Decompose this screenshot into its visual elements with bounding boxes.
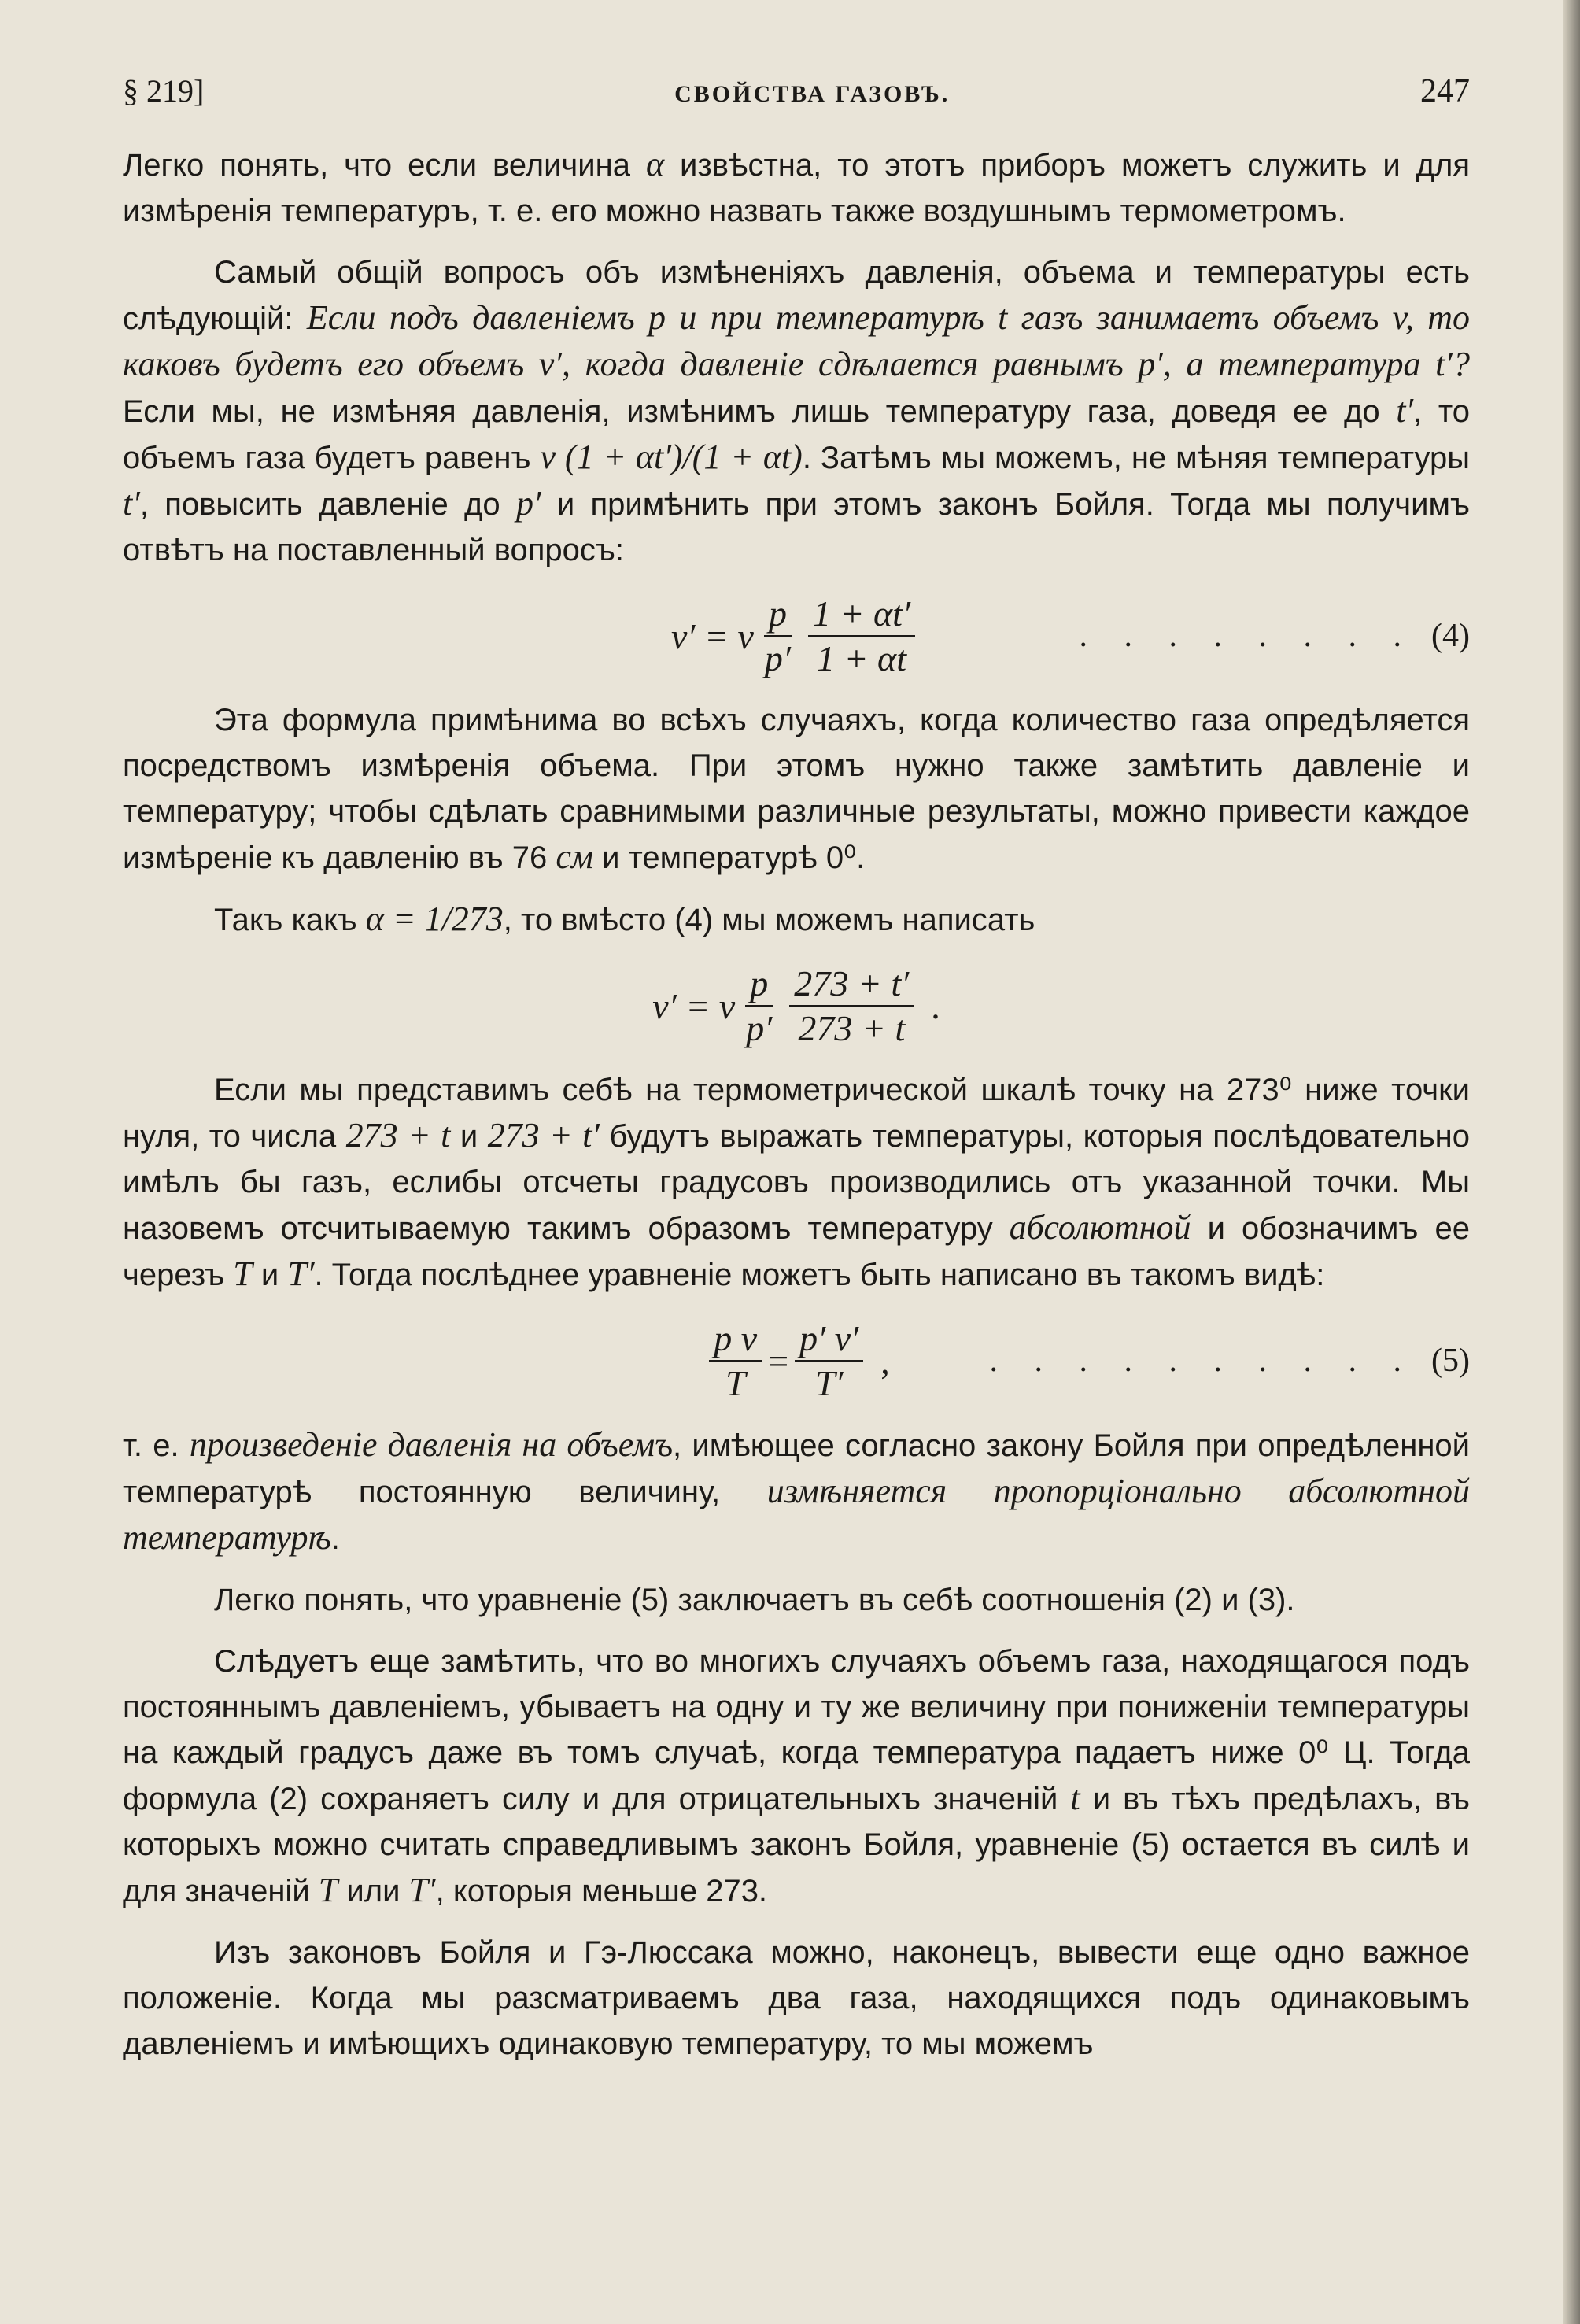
text: Слѣдуетъ еще замѣтить, что во многихъ случаяхъ объемъ газа, находящагося подъ постояннымъ давленіемъ, убываетъ на одну и ту же величину при пониженіи температуры на каждый градусъ даже въ томъ случаѣ, когда температура падаетъ ниже 0⁰ Ц. Тогда формула (2) сохраняетъ силу и для отрицательныхъ значеній [123, 1644, 1470, 1816]
denominator: p′ [746, 1007, 773, 1048]
symbol-alpha: α [645, 145, 665, 183]
inline-formula: α = 1/273 [365, 900, 504, 938]
italic-term: абсолютной [1009, 1208, 1191, 1247]
equation-leader [1080, 617, 1470, 655]
denominator: 273 + t [798, 1007, 906, 1048]
text: Легко понять, что если величина [123, 148, 646, 183]
paragraph-8 [123, 1639, 1470, 1914]
page-edge-shadow [1563, 0, 1580, 2324]
leader-dots: . . . . . . . . . . [989, 1343, 1416, 1379]
numerator: p [764, 593, 792, 637]
text: , то объемъ газа будетъ равенъ [123, 394, 1471, 475]
numerator: p′ v′ [795, 1317, 863, 1362]
text: Эта формула примѣнима во всѣхъ случаяхъ, когда количество газа опредѣляется посредствомъ измѣренія объема. При этомъ нужно также замѣтить давленіе и температуру; чтобы сдѣлать сравнимыми различные результаты, можно привести каждое измѣреніе къ давленію въ 76 [123, 703, 1470, 875]
symbol: t′ [123, 484, 140, 523]
symbol: t [1070, 1779, 1080, 1817]
paragraph-4 [123, 896, 1470, 943]
text: и [252, 1258, 288, 1292]
fraction-temperature [789, 962, 914, 1050]
text: . [330, 1521, 340, 1556]
equation-punctuation: , [880, 1340, 890, 1381]
unit: см [556, 837, 593, 876]
running-title: СВОЙСТВА ГАЗОВЪ. [674, 81, 951, 107]
italic-phrase: произведеніе давленія на объемъ [189, 1425, 674, 1464]
page-number: 247 [1419, 73, 1470, 109]
text: . Тогда послѣднее уравненіе можетъ быть написано въ такомъ видѣ: [314, 1258, 1325, 1292]
italic-phrase: измѣняется пропорціонально абсолютной температурѣ [123, 1472, 1471, 1557]
denominator: 1 + αt [817, 637, 906, 678]
paragraph-7: Легко понять, что уравненіе (5) заключаетъ въ себѣ соотношенія (2) и (3). [214, 1583, 1295, 1617]
equation-unnumbered [123, 959, 1470, 1053]
fraction-pressure [760, 593, 796, 680]
symbol: T [318, 1871, 338, 1909]
text: и [450, 1119, 488, 1154]
text: и примѣнить при этомъ законъ Бойля. Тогда мы получимъ отвѣтъ на поставленный вопросъ: [123, 487, 1470, 567]
leader-dots: . . . . . . . . [1079, 618, 1416, 654]
paragraph-5 [123, 1067, 1470, 1298]
symbol: t′ [1396, 391, 1414, 430]
fraction-pressure [741, 962, 777, 1050]
section-marker: § 219] [123, 73, 205, 109]
text: , повысить давленіе до [139, 487, 516, 522]
denominator: T [725, 1362, 746, 1403]
text: Если мы представимъ себѣ на термометрической шкалѣ точку на 273⁰ ниже точки нуля, то числа [123, 1073, 1470, 1154]
paragraph-9: Изъ законовъ Бойля и Гэ-Люссака можно, наконецъ, вывести еще одно важное положеніе. Когда мы разсматриваемъ два газа, находящихся подъ одинаковымъ давленіемъ и имѣющихъ одинаковую температуру, то мы можемъ [123, 1935, 1470, 2061]
equation-lhs: v′ = v [652, 985, 736, 1026]
text: Если мы, не измѣняя давленія, измѣнимъ лишь температуру газа, доведя ее до [123, 394, 1397, 429]
text: будутъ выражать температуры, которыя послѣдовательно имѣлъ бы газъ, еслибы отсчеты градусовъ производились отъ указанной точки. Мы назовемъ отсчитываемую такимъ образомъ температуру [123, 1119, 1471, 1246]
text: и температурѣ 0⁰. [592, 841, 866, 875]
numerator: 273 + t′ [789, 962, 914, 1007]
numerator: p [745, 962, 773, 1007]
equation-4 [123, 589, 1470, 683]
text: извѣстна, то этотъ приборъ можетъ служить и для измѣренія температуръ, т. е. его можно назвать также воздушнымъ термометромъ. [123, 148, 1470, 228]
symbol: T′ [408, 1871, 436, 1909]
numerator: p v [709, 1317, 762, 1362]
fraction-right [795, 1317, 863, 1405]
running-header [123, 72, 1470, 110]
text: т. е. [123, 1428, 190, 1463]
equation-5 [123, 1313, 1470, 1408]
equation-number: (4) [1431, 618, 1470, 654]
text: Такъ какъ [214, 903, 366, 937]
inline-formula: 273 + t′ [487, 1116, 600, 1155]
text: , то вмѣсто (4) мы можемъ написать [503, 903, 1035, 937]
text: , которыя меньше 273. [435, 1874, 768, 1908]
fraction-left [709, 1317, 762, 1405]
fraction-temperature [808, 593, 915, 680]
symbol: T [233, 1254, 253, 1293]
equation-lhs: v′ = v [670, 615, 754, 656]
equation-punctuation: . [931, 985, 940, 1026]
text: . Затѣмъ мы можемъ, не мѣняя температуры [802, 441, 1471, 475]
inline-formula: 273 + t [345, 1116, 451, 1155]
text: и обозначимъ ее черезъ [123, 1211, 1470, 1292]
paragraph-6 [123, 1422, 1470, 1561]
text: , имѣющее согласно закону Бойля при опредѣленной температурѣ постоянную величину, [123, 1428, 1470, 1509]
equation-leader [990, 1342, 1470, 1380]
text: или [338, 1874, 409, 1908]
symbol: T′ [287, 1254, 315, 1293]
numerator: 1 + αt′ [808, 593, 915, 637]
denominator: p′ [764, 637, 791, 678]
text: и въ тѣхъ предѣлахъ, въ которыхъ можно считать справедливымъ законъ Бойля, уравненіе (5) остается въ силѣ и для значеній [123, 1782, 1470, 1908]
paragraph-1 [123, 142, 1470, 234]
paragraph-3 [123, 697, 1470, 881]
equation-number: (5) [1431, 1343, 1470, 1379]
equals-sign: = [768, 1340, 789, 1381]
paragraph-2 [123, 249, 1470, 573]
text: Самый общій вопросъ объ измѣненіяхъ давленія, объема и температуры есть слѣдующій: [123, 255, 1470, 336]
italic-question: Если подъ давленіемъ p и при температурѣ t газъ занимаетъ объемъ v, то каковъ будетъ его объемъ v′, когда давленіе сдѣлается равнымъ p′, а температура t′? [123, 298, 1471, 383]
denominator: T′ [814, 1362, 844, 1403]
inline-formula: v (1 + αt′)/(1 + αt) [540, 438, 803, 476]
symbol: p′ [515, 484, 541, 523]
